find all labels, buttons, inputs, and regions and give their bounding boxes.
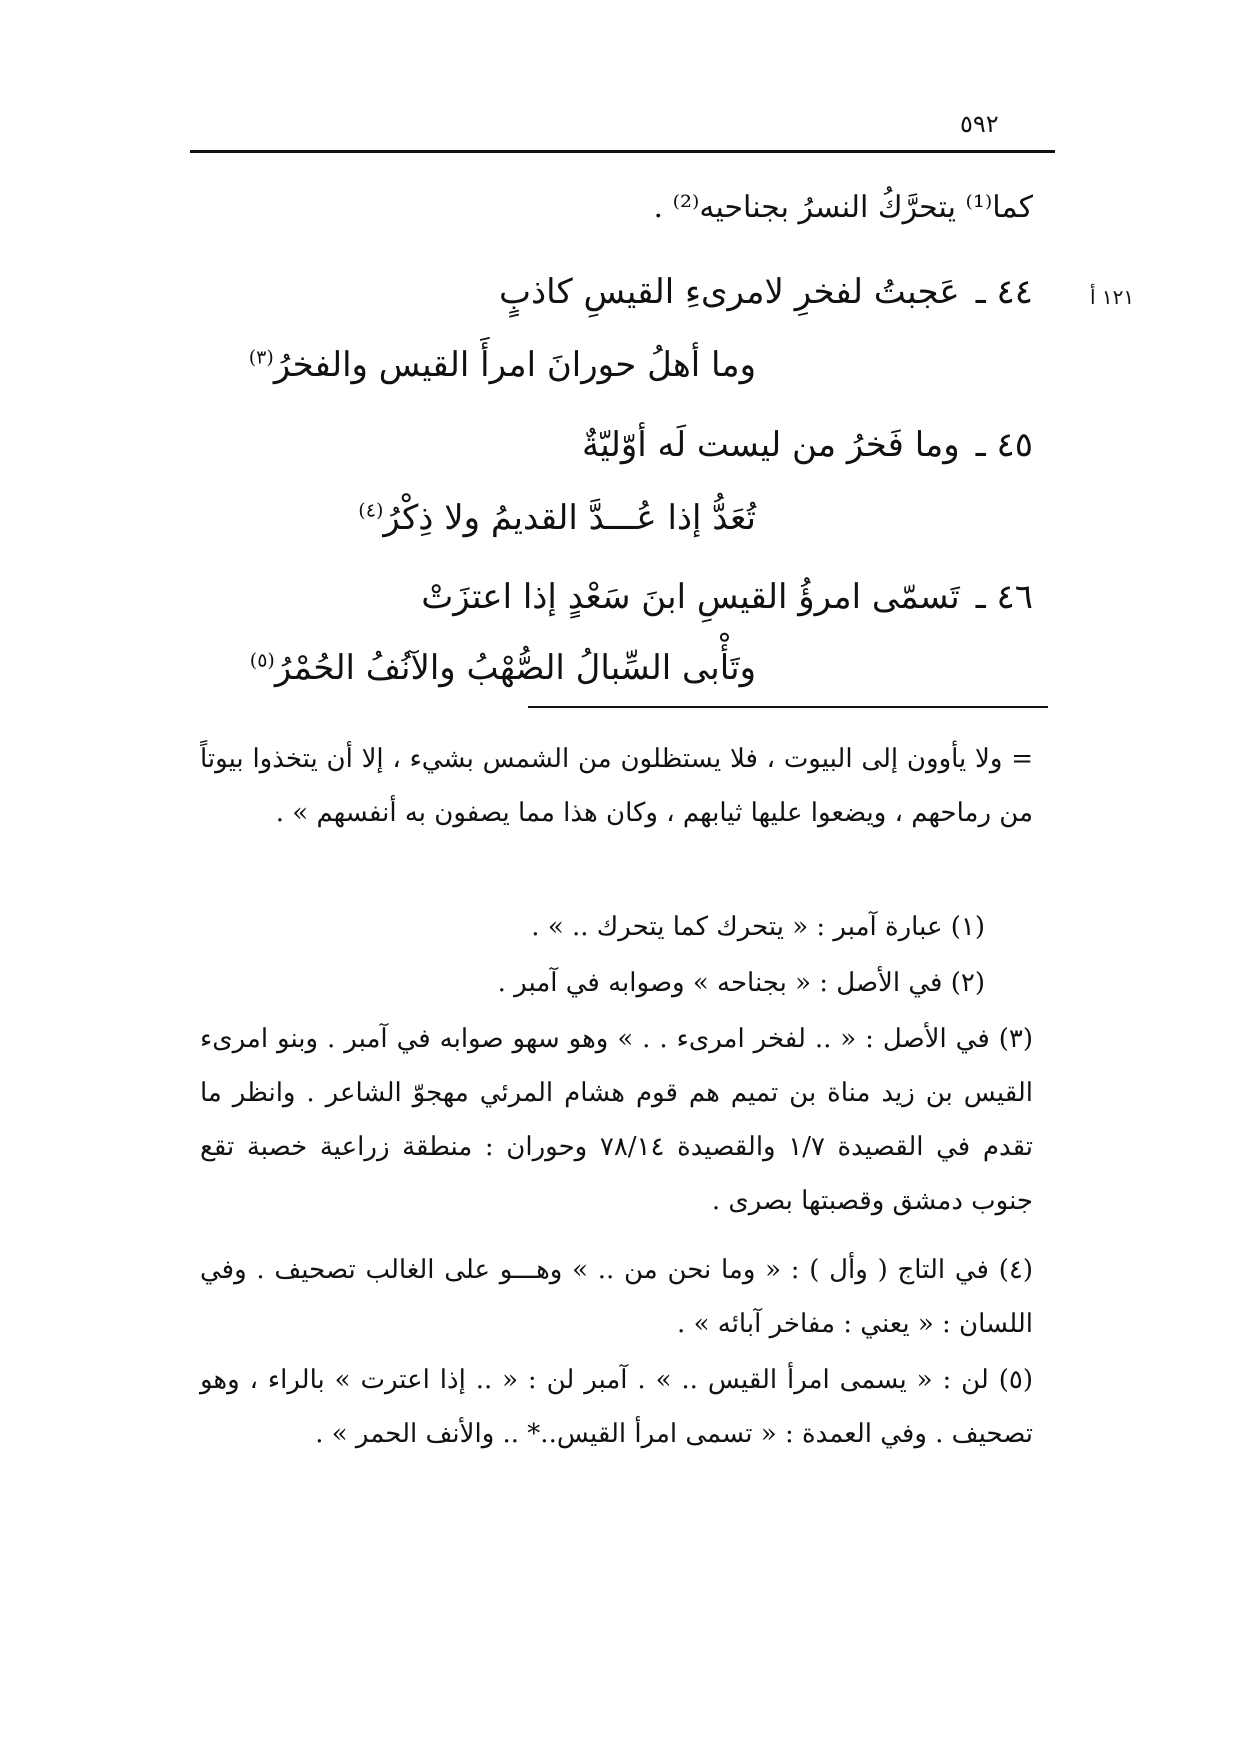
verse-45-second-hemistich: تُعَدُّ إذا عُـــدَّ القديمُ ولا ذِكْرُ$^{(٤)}$ [358, 498, 756, 538]
footnote-4: (٤) في التاج ( وأل ) : « وما نحن من .. » وهـــو على الغالب تصحيف . وفي اللسان : « يعني : مفاخر آبائه » . [200, 1255, 1033, 1339]
footnote-1: (١) عبارة آمبر : « يتحرك كما يتحرك .. » . [531, 912, 985, 942]
verse-continuation: كما⁽¹⁾ يتحرَّكُ النسرُ بجناحيه⁽²⁾ . [653, 190, 1033, 225]
page-number: ٥٩٢ [960, 110, 999, 138]
verse-45-first-hemistich: ٤٥ ـوما فَخرُ من ليست لَه أوّليّةٌ [581, 425, 1033, 465]
verse-44-first-hemistich: ٤٤ ـعَجبتُ لفخرِ لامرىءِ القيسِ كاذبٍ [499, 272, 1033, 312]
verse-number: ٤٤ ـ [975, 272, 1033, 312]
footnote-3: (٣) في الأصل : « .. لفخر امرىء . . » وهو سهو صوابه في آمبر . وبنو امرىء القيس بن زيد مناة بن تميم هم قوم هشام المرئي مهجوّ الشاعر . وانظر ما تقدم في القصيدة ١/٧ والقصيدة ٧٨/١٤ وحوران : منطقة زراعية خصبة تقع جنوب دمشق وقصبتها بصرى . [200, 1024, 1033, 1216]
footnote-marker: (٥) [249, 649, 275, 672]
margin-note: ١٢١ أ [1090, 285, 1135, 309]
verse-number: ٤٥ ـ [975, 425, 1033, 465]
verse-number: ٤٦ ـ [975, 577, 1033, 617]
footnote-rule [528, 706, 1048, 708]
header-rule [190, 150, 1055, 153]
footnote-continuation: = ولا يأوون إلى البيوت ، فلا يستظلون من الشمس بشيء ، إلا أن يتخذوا بيوتاً من رماحهم ، ويضعوا عليها ثيابهم ، وكان هذا مما يصفون به أنفسهم » . [200, 744, 1033, 828]
footnote-marker: (٤) [358, 499, 384, 522]
verse-44-second-hemistich: وما أهلُ حورانَ امرأَ القيس والفخرُ$^{(٣)}$ [248, 345, 756, 385]
verse-46-first-hemistich: ٤٦ ـتَسمّى امرؤُ القيسِ ابنَ سَعْدٍ إذا اعتزَتْ [421, 577, 1033, 617]
footnote-marker: (٣) [248, 346, 274, 369]
footnote-2: (٢) في الأصل : « بجناحه » وصوابه في آمبر . [497, 968, 985, 998]
footnote-5: (٥) لن : « يسمى امرأ القيس .. » . آمبر لن : « .. إذا اعترت » بالراء ، وهو تصحيف . وفي العمدة : « تسمى امرأ القيس..* .. والأنف الحمر » . [200, 1365, 1033, 1449]
verse-46-second-hemistich: وتَأْبى السِّبالُ الصُّهْبُ والآنُفُ الحُمْرُ$^{(٥)}$ [249, 648, 756, 688]
